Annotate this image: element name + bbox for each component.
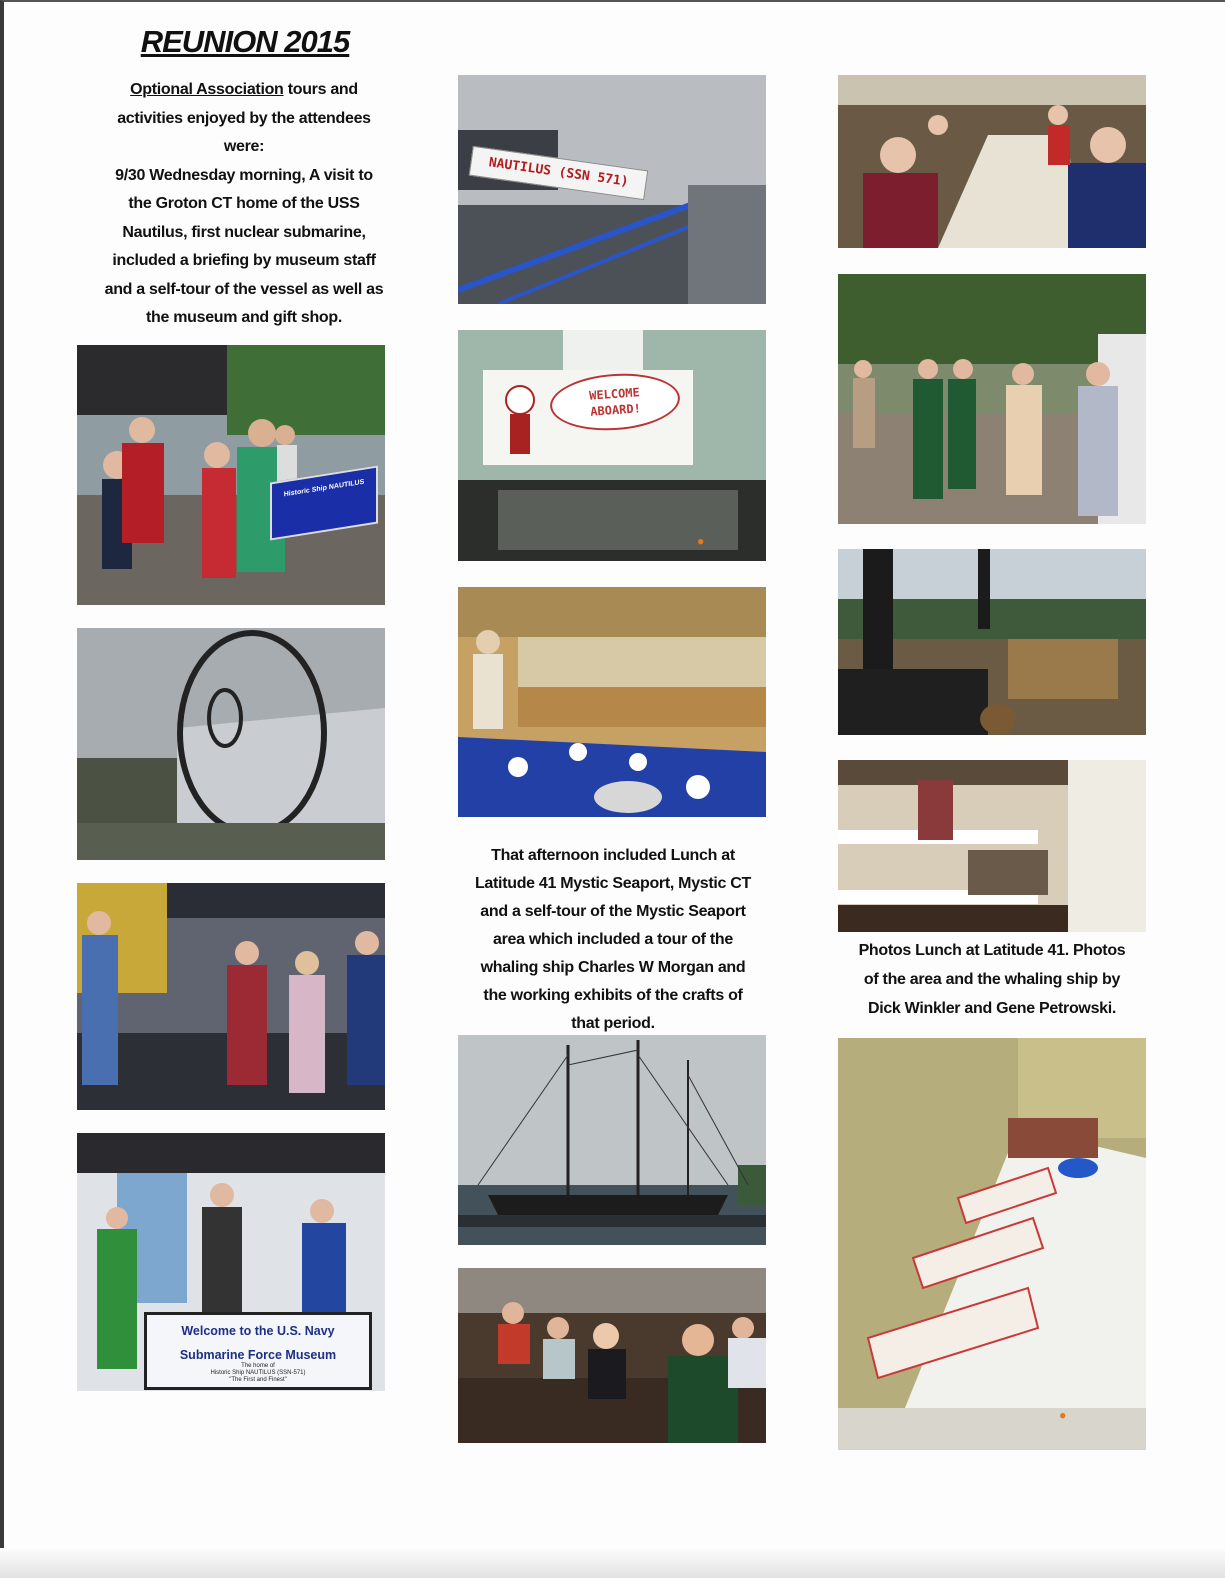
photo-sculpture: [77, 628, 385, 860]
welcome-text-line: WELCOME: [588, 385, 641, 403]
intro-line: the Groton CT home of the USS: [128, 195, 360, 212]
afternoon-line: Latitude 41 Mystic Seaport, Mystic CT: [474, 875, 752, 892]
afternoon-line: the working exhibits of the crafts of: [483, 987, 743, 1004]
museum-sign-line: The home of: [241, 1363, 275, 1369]
nautilus-label-sign: NAUTILUS (SSN 571): [469, 146, 648, 200]
photo-pizza-table: [838, 1038, 1146, 1450]
photo-welcome-aboard: [458, 330, 766, 561]
date-stamp: ●: [698, 537, 704, 547]
museum-sign-line: Welcome to the U.S. Navy: [181, 1324, 335, 1338]
photo-lunch-group: [458, 1268, 766, 1443]
photo-lunch-table-men: [838, 75, 1146, 248]
caption-line: Photos Lunch at Latitude 41. Photos: [858, 942, 1126, 959]
intro-paragraph: [68, 76, 420, 333]
intro-underlined-text: Optional Association: [130, 81, 284, 98]
intro-line: Nautilus, first nuclear submarine,: [122, 223, 366, 241]
page-title: REUNION 2015: [140, 24, 350, 59]
museum-sign-line: "The First and Finest": [229, 1377, 287, 1383]
photo-galley-table: [458, 587, 766, 817]
museum-welcome-sign: [144, 1312, 372, 1390]
date-stamp: ●: [1060, 1411, 1066, 1421]
afternoon-line: whaling ship Charles W Morgan and: [480, 959, 746, 976]
afternoon-line: That afternoon included Lunch at: [491, 847, 735, 864]
caption-line: Dick Winkler and Gene Petrowski.: [867, 1000, 1117, 1017]
intro-line: were:: [223, 138, 265, 155]
intro-line: 9/30 Wednesday morning, A visit to: [115, 166, 373, 184]
intro-line: and a self-tour of the vessel as well as: [104, 280, 384, 298]
photo-caption: [832, 936, 1152, 1023]
nautilus-sign: Historic Ship NAUTILUS: [270, 465, 378, 540]
intro-line: the museum and gift shop.: [145, 309, 343, 326]
photo-walking-seaport: [838, 274, 1146, 524]
afternoon-line: that period.: [571, 1015, 655, 1032]
museum-sign-line: Historic Ship NAUTILUS (SSN-571): [210, 1370, 306, 1376]
photo-ship-deck: [838, 549, 1146, 735]
welcome-text-line: ABOARD!: [589, 401, 642, 419]
afternoon-line: area which included a tour of the: [493, 931, 733, 948]
caption-line: of the area and the whaling ship by: [863, 971, 1121, 988]
photo-ship-bunks: [838, 760, 1146, 932]
afternoon-line: and a self-tour of the Mystic Seaport: [480, 903, 746, 920]
museum-sign-line: Submarine Force Museum: [179, 1348, 337, 1362]
photo-whaling-ship: [458, 1035, 766, 1245]
page-bottom-shadow: [0, 1548, 1225, 1578]
intro-line: tours and: [283, 81, 358, 98]
intro-line: activities enjoyed by the attendees: [117, 109, 371, 127]
photo-museum-lobby: [77, 883, 385, 1110]
afternoon-paragraph: [452, 842, 774, 1038]
intro-line: included a briefing by museum staff: [112, 252, 376, 269]
